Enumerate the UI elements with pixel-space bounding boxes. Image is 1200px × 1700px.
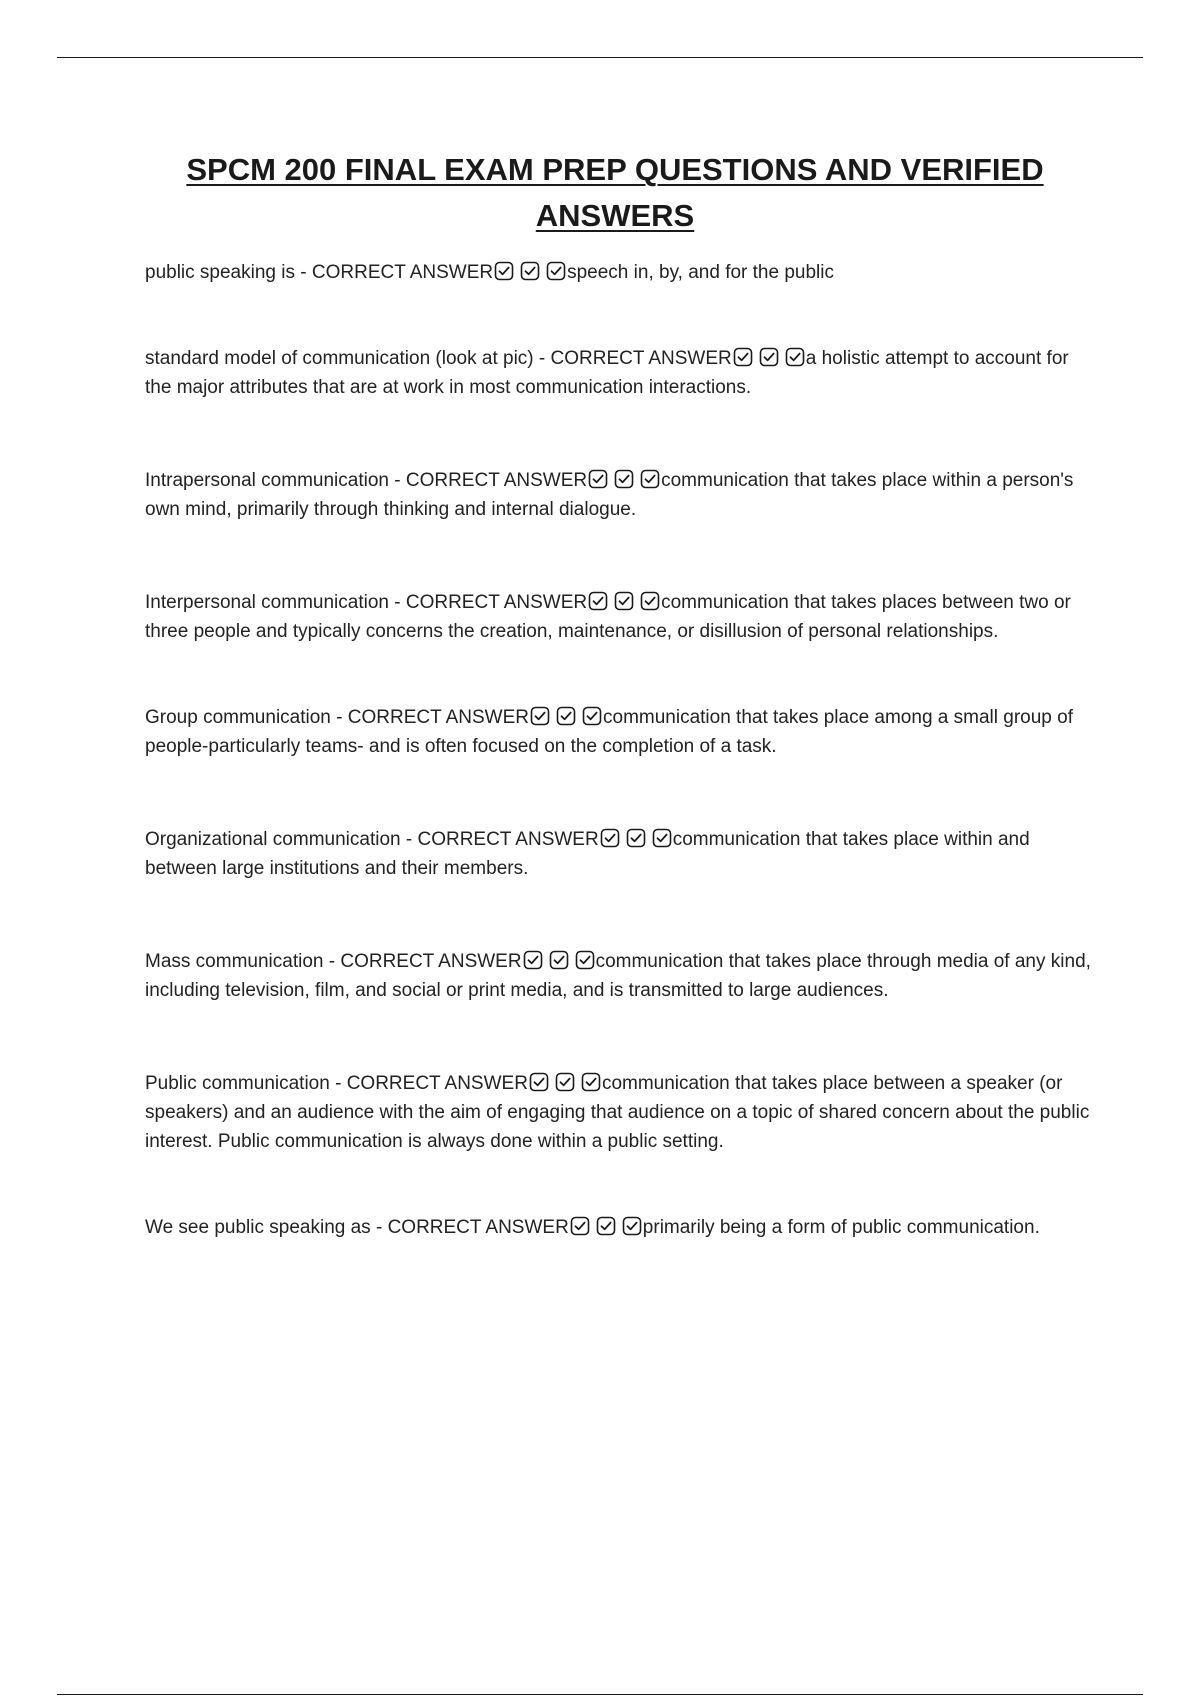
checkbox-checked-icon [596,1216,616,1236]
check-group [494,261,566,281]
question-text: Intrapersonal communication [145,470,389,491]
checkbox-checked-icon [494,261,514,281]
check-group [523,950,595,970]
check-group [733,347,805,367]
separator: - [388,470,406,491]
checkbox-checked-icon [759,347,779,367]
answer-text: communication that takes place within and between large institutions and their members. [145,829,1030,879]
answer-marker: CORRECT ANSWER [346,1073,528,1094]
checkbox-checked-icon [530,706,550,726]
checkbox-checked-icon [652,828,672,848]
separator: - [533,348,551,369]
answer-marker: CORRECT ANSWER [387,1217,569,1238]
question-text: public speaking is [145,262,295,283]
answer-marker: CORRECT ANSWER [550,348,732,369]
answer-marker: CORRECT ANSWER [405,470,588,491]
answer-marker: CORRECT ANSWER [347,707,529,728]
checkbox-checked-icon [529,1072,549,1092]
question-text: standard model of communication (look at pic) [145,348,534,369]
checkbox-checked-icon [622,1216,642,1236]
answer-text: a holistic attempt to account for the major attributes that are at work in most communication interactions. [145,348,1069,398]
qa-item [145,1069,1095,1156]
answer-marker: CORRECT ANSWER [340,951,522,972]
check-group [588,469,660,489]
checkbox-checked-icon [785,347,805,367]
qa-item [145,703,1095,761]
checkbox-checked-icon [555,1072,575,1092]
qa-item [145,344,1095,402]
top-rule [57,57,1143,58]
checkbox-checked-icon [546,261,566,281]
answer-text: communication that takes places between two or three people and typically concerns the creation, maintenance, or disillusion of personal relationships. [145,592,1071,642]
check-group [570,1216,642,1236]
checkbox-checked-icon [614,591,634,611]
qa-item [145,1213,1095,1242]
checkbox-checked-icon [582,706,602,726]
answer-marker: CORRECT ANSWER [405,592,588,613]
answer-text: communication that takes place between a speaker (or speakers) and an audience with the aim of engaging that audience on a topic of shared concern about the public interest. Public communication is always done within a public setting. [145,1073,1090,1152]
check-group [588,591,660,611]
separator: - [329,1073,347,1094]
question-text: We see public speaking as [145,1217,371,1238]
answer-text: communication that takes place among a small group of people-particularly teams- and is often focused on the completion of a task. [145,707,1073,757]
question-text: Group communication [145,707,331,728]
question-text: Organizational communication [145,829,401,850]
separator: - [400,829,418,850]
separator: - [330,707,348,728]
checkbox-checked-icon [556,706,576,726]
checkbox-checked-icon [640,469,660,489]
answer-text: primarily being a form of public communication. [642,1217,1040,1238]
qa-item [145,825,1095,883]
separator: - [294,262,312,283]
checkbox-checked-icon [614,469,634,489]
question-text: Interpersonal communication [145,592,389,613]
checkbox-checked-icon [581,1072,601,1092]
answer-marker: CORRECT ANSWER [311,262,494,283]
qa-item [145,466,1095,524]
answer-marker: CORRECT ANSWER [417,829,599,850]
checkbox-checked-icon [588,591,608,611]
qa-item [145,258,1095,287]
answer-text: communication that takes place through media of any kind, including television, film, and social or print media, and is transmitted to large audiences. [145,951,1091,1001]
checkbox-checked-icon [570,1216,590,1236]
checkbox-checked-icon [588,469,608,489]
checkbox-checked-icon [640,591,660,611]
checkbox-checked-icon [733,347,753,367]
answer-text: communication that takes place within a person's own mind, primarily through thinking and internal dialogue. [145,470,1074,520]
checkbox-checked-icon [626,828,646,848]
answer-text: speech in, by, and for the public [567,262,834,283]
page-title: SPCM 200 FINAL EXAM PREP QUESTIONS AND VERIFIED ANSWERS [186,152,1044,233]
checkbox-checked-icon [520,261,540,281]
question-text: Public communication [145,1073,330,1094]
separator: - [323,951,341,972]
check-group [600,828,672,848]
question-text: Mass communication [145,951,324,972]
check-group [530,706,602,726]
separator: - [370,1217,388,1238]
checkbox-checked-icon [523,950,543,970]
separator: - [388,592,406,613]
qa-item [145,947,1095,1005]
checkbox-checked-icon [549,950,569,970]
check-group [529,1072,601,1092]
bottom-rule [57,1694,1143,1695]
qa-item [145,588,1095,646]
qa-list [145,258,1095,1306]
checkbox-checked-icon [600,828,620,848]
checkbox-checked-icon [575,950,595,970]
